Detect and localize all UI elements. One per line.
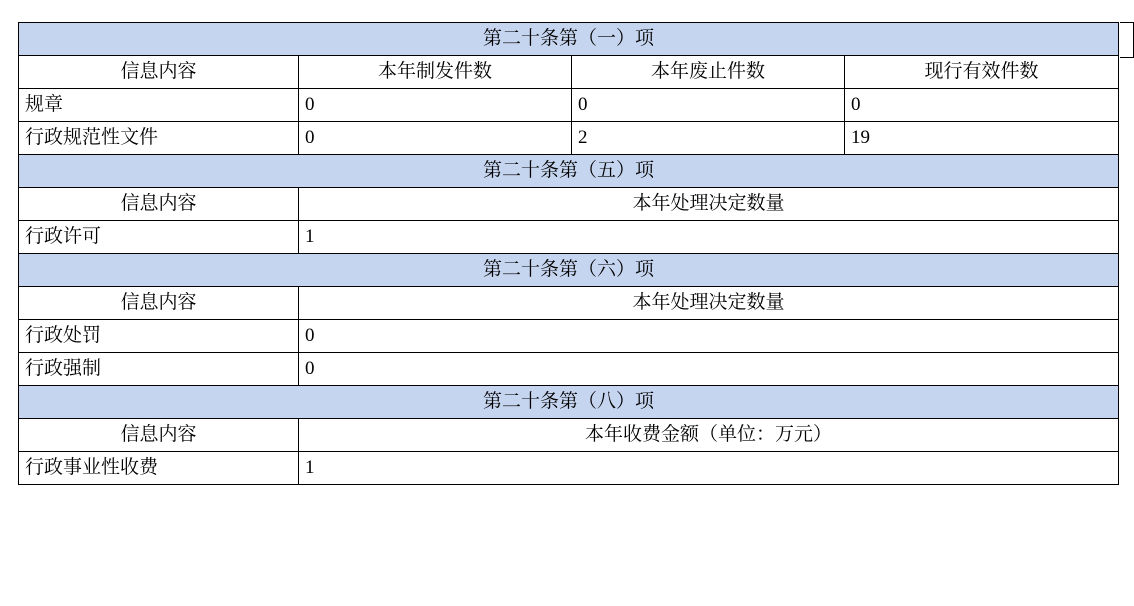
column-header: 信息内容 [19,188,299,221]
row-value: 0 [299,89,572,122]
section-heading: 第二十条第（八）项 [19,386,1119,419]
row-value: 0 [299,320,1119,353]
table-row [19,23,1119,56]
column-header: 信息内容 [19,287,299,320]
table-row [19,386,1119,419]
row-value: 19 [845,122,1119,155]
table-row [19,56,1119,89]
section-heading: 第二十条第（五）项 [19,155,1119,188]
table-row [19,89,1119,122]
column-header: 本年处理决定数量 [299,287,1119,320]
table-row [19,320,1119,353]
column-header: 现行有效件数 [845,56,1119,89]
section-heading: 第二十条第（一）项 [19,23,1119,56]
table-row [19,188,1119,221]
table-row [19,419,1119,452]
row-label: 行政规范性文件 [19,122,299,155]
row-value: 0 [299,122,572,155]
row-label: 行政强制 [19,353,299,386]
row-label: 行政许可 [19,221,299,254]
column-header: 本年收费金额（单位：万元） [299,419,1119,452]
column-header: 本年处理决定数量 [299,188,1119,221]
row-value: 2 [572,122,845,155]
column-header: 信息内容 [19,419,299,452]
column-header: 信息内容 [19,56,299,89]
column-header: 本年制发件数 [299,56,572,89]
row-value: 0 [572,89,845,122]
table-row [19,452,1119,485]
row-label: 规章 [19,89,299,122]
statistics-table [18,22,1119,485]
row-value: 0 [845,89,1119,122]
row-value: 1 [299,452,1119,485]
row-label: 行政事业性收费 [19,452,299,485]
table-row [19,155,1119,188]
column-header: 本年废止件数 [572,56,845,89]
table-row [19,122,1119,155]
table-row [19,254,1119,287]
page-edge-artifact [1120,22,1134,58]
table-row [19,287,1119,320]
section-heading: 第二十条第（六）项 [19,254,1119,287]
row-value: 0 [299,353,1119,386]
table-row [19,353,1119,386]
row-label: 行政处罚 [19,320,299,353]
table-row [19,221,1119,254]
row-value: 1 [299,221,1119,254]
